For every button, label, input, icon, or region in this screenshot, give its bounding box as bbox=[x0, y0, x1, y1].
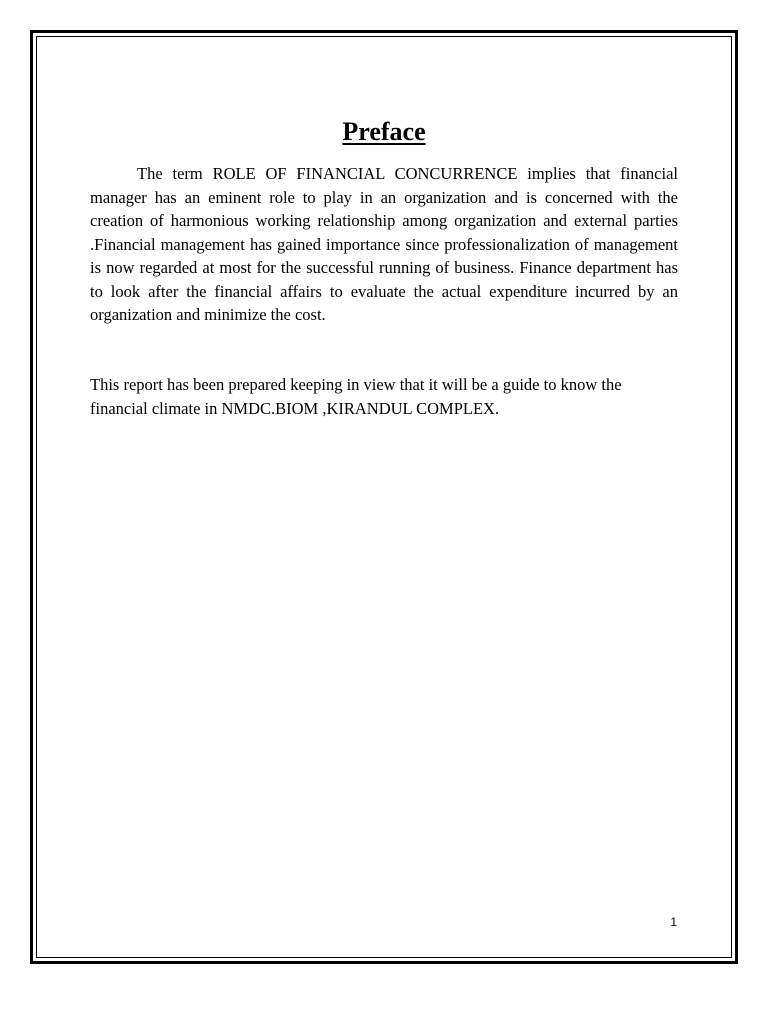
page-number: 1 bbox=[670, 915, 677, 929]
preface-paragraph-1: The term ROLE OF FINANCIAL CONCURRENCE implies that financial manager has an eminent role to play in an organization and is concerned with the creation of harmonious working relationship among organization and external parties .Financial management has gained importance since professionalization of management is now regarded at most for the successful running of business. Finance department has to look after the financial affairs to evaluate the actual expenditure incurred by an organization and minimize the cost. bbox=[90, 164, 678, 324]
preface-paragraph-2: This report has been prepared keeping in view that it will be a guide to know the financial climate in NMDC.BIOM ,KIRANDUL COMPLEX. bbox=[90, 375, 622, 418]
page-title: Preface bbox=[342, 117, 426, 147]
